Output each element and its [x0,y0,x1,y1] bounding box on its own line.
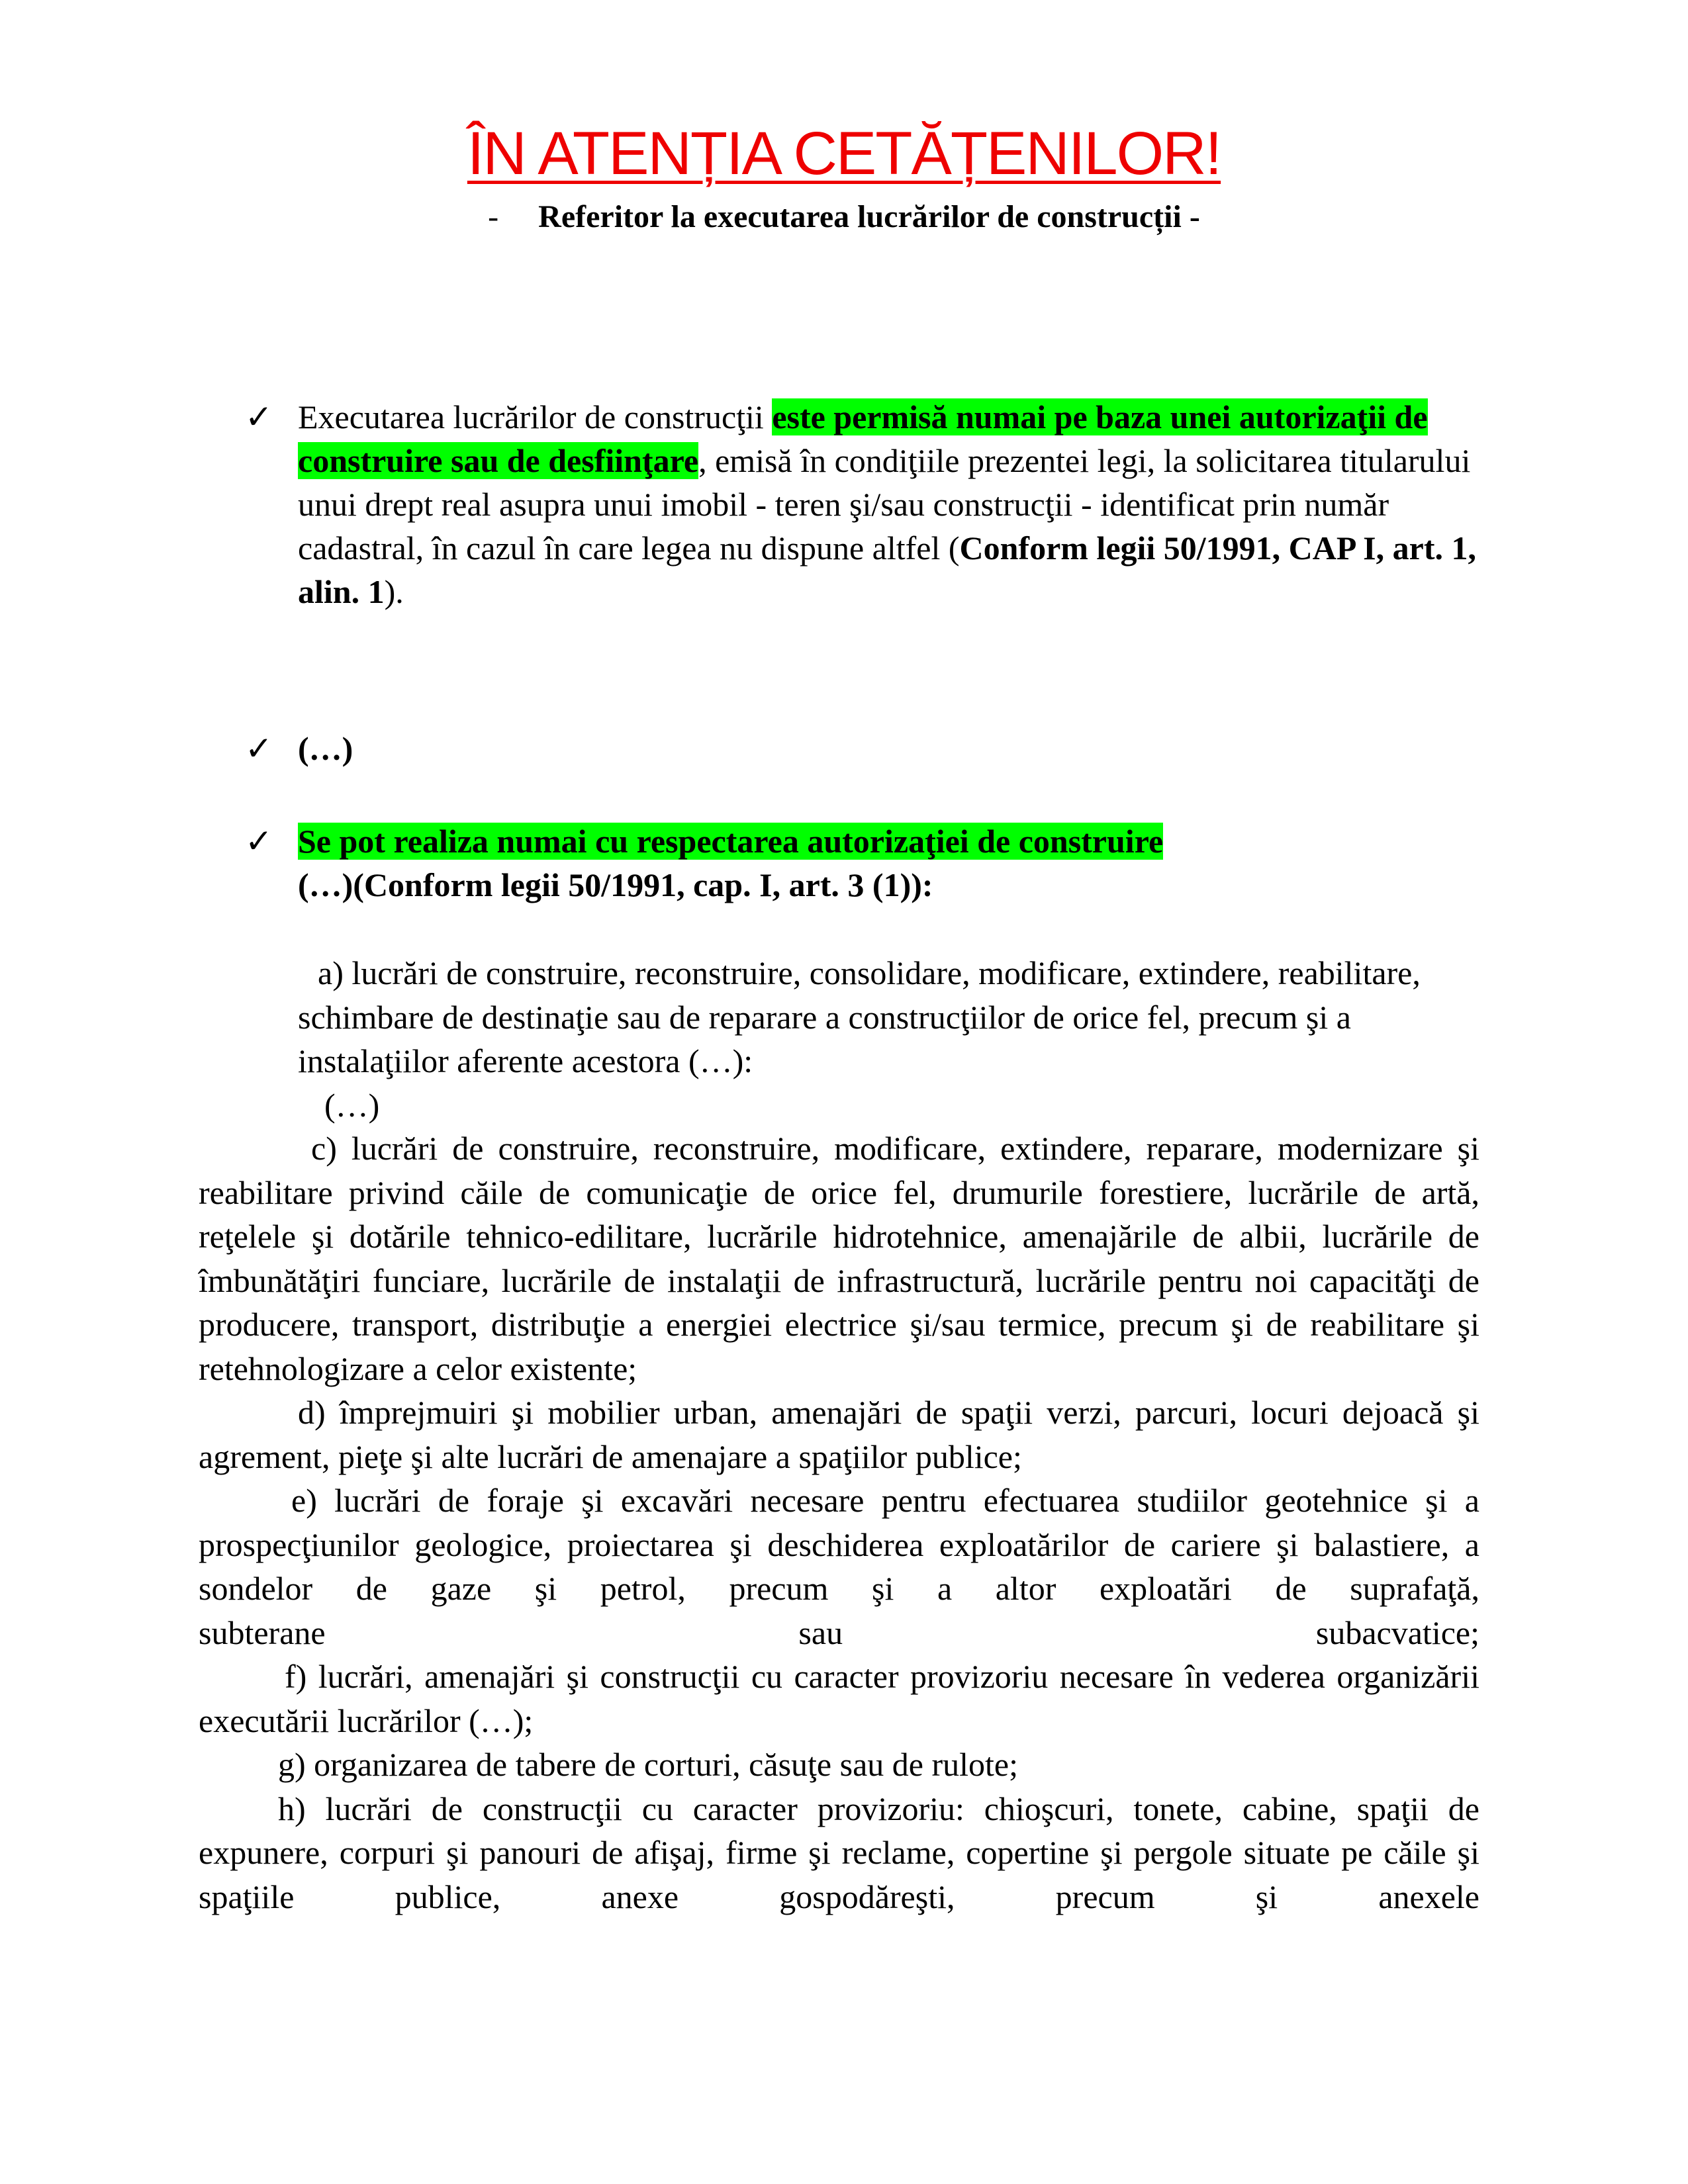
item-c: c) lucrări de construire, reconstruire, modificare, extindere, reparare, modernizare şi reabilitare privind căile de comunicaţie de orice fel, drumurile forestiere, lucrările de artă, reţelele şi dotările tehnico-edilitare, lucrările hidrotehnice, amenajările de albii, lucrările de îmbunătăţiri funciare, lucrările de instalaţii de infrastructură, lucrările pentru noi capacităţi de producere, transport, distribuţie a energiei electrice şi/sau termice, precum şi de reabilitare şi retehnologizare a celor existente; [199,1130,1479,1387]
page-subtitle [0,199,1688,235]
item-ellipsis: (…) [324,1086,380,1124]
bullet-item-permit-required [245,395,1489,614]
bullet-content [298,395,1489,614]
item-d: d) împrejmuiri şi mobilier urban, amenajări de spaţii verzi, parcuri, locuri dejoacă şi agrement, pieţe şi alte lucrări de amenajare a spaţiilor publice; [199,1394,1479,1475]
item-e: e) lucrări de foraje şi excavări necesare pentru efectuarea studiilor geotehnice şi a prospecţiunilor geologice, proiectarea şi deschiderea exploatărilor de cariere şi balastiere, a sondelor de gaze şi petrol, precum şi a altor exploatări de suprafaţă, [199,1482,1479,1607]
item-h: h) lucrări de construcţii cu caracter provizoriu: chioşcuri, tonete, cabine, spaţii de expunere, corpuri şi panouri de afişaj, firme şi reclame, copertine şi pergole situate pe căile şi spaţiile publice, anexe gospodăreşti, precum şi anexele [199,1790,1479,1915]
subtitle-dash: - [488,199,499,234]
bullet-text: Executarea lucrărilor de construcţii [298,398,773,435]
item-e-tail: subterane sau subacvatice; [199,1614,1479,1651]
bullet-item-ellipsis [245,727,1489,770]
highlighted-text: Se pot realiza numai cu respectarea autorizaţiei de construire [298,823,1164,860]
bullet-content [298,819,1489,907]
highlighted-text: este permisă numai pe baza unei autorizaţii de construire sau de desfiinţare [298,398,1428,479]
check-icon: ✓ [245,730,273,767]
bullet-text: , emisă în condiţiile prezentei legi, la solicitarea titularului unui drept real asupra unui imobil - teren şi/sau construcţii - identificat prin număr cadastral, în cazul în care legea nu dispune altfel ( [298,442,1471,567]
bullet-item-authorization-respect [245,819,1489,907]
items-list [199,1126,1479,1919]
subtitle-text: Referitor la executarea lucrărilor de construcții - [538,199,1200,234]
bullet-text: ). [384,573,404,610]
bullet-content: (…) [298,730,353,767]
item-f: f) lucrări, amenajări şi construcţii cu caracter provizoriu necesare în vederea organizării executării lucrărilor (…); [199,1658,1479,1739]
item-g: g) organizarea de tabere de corturi, căsuţe sau de rulote; [278,1746,1018,1783]
law-reference: (…)(Conform legii 50/1991, cap. I, art. 3 (1)): [298,866,933,903]
law-reference: Conform legii 50/1991, CAP I, art. 1, alin. 1 [298,529,1476,610]
check-icon: ✓ [245,823,273,860]
item-a [298,951,1483,1127]
page-title: ÎN ATENȚIA CETĂȚENILOR! [467,120,1221,187]
item-a-text: a) lucrări de construire, reconstruire, consolidare, modificare, extindere, reabilitare, schimbare de destinaţie sau de reparare a construcţiilor de orice fel, precum şi a instalaţiilor aferente acestora (…): [298,954,1421,1079]
check-icon: ✓ [245,398,273,435]
